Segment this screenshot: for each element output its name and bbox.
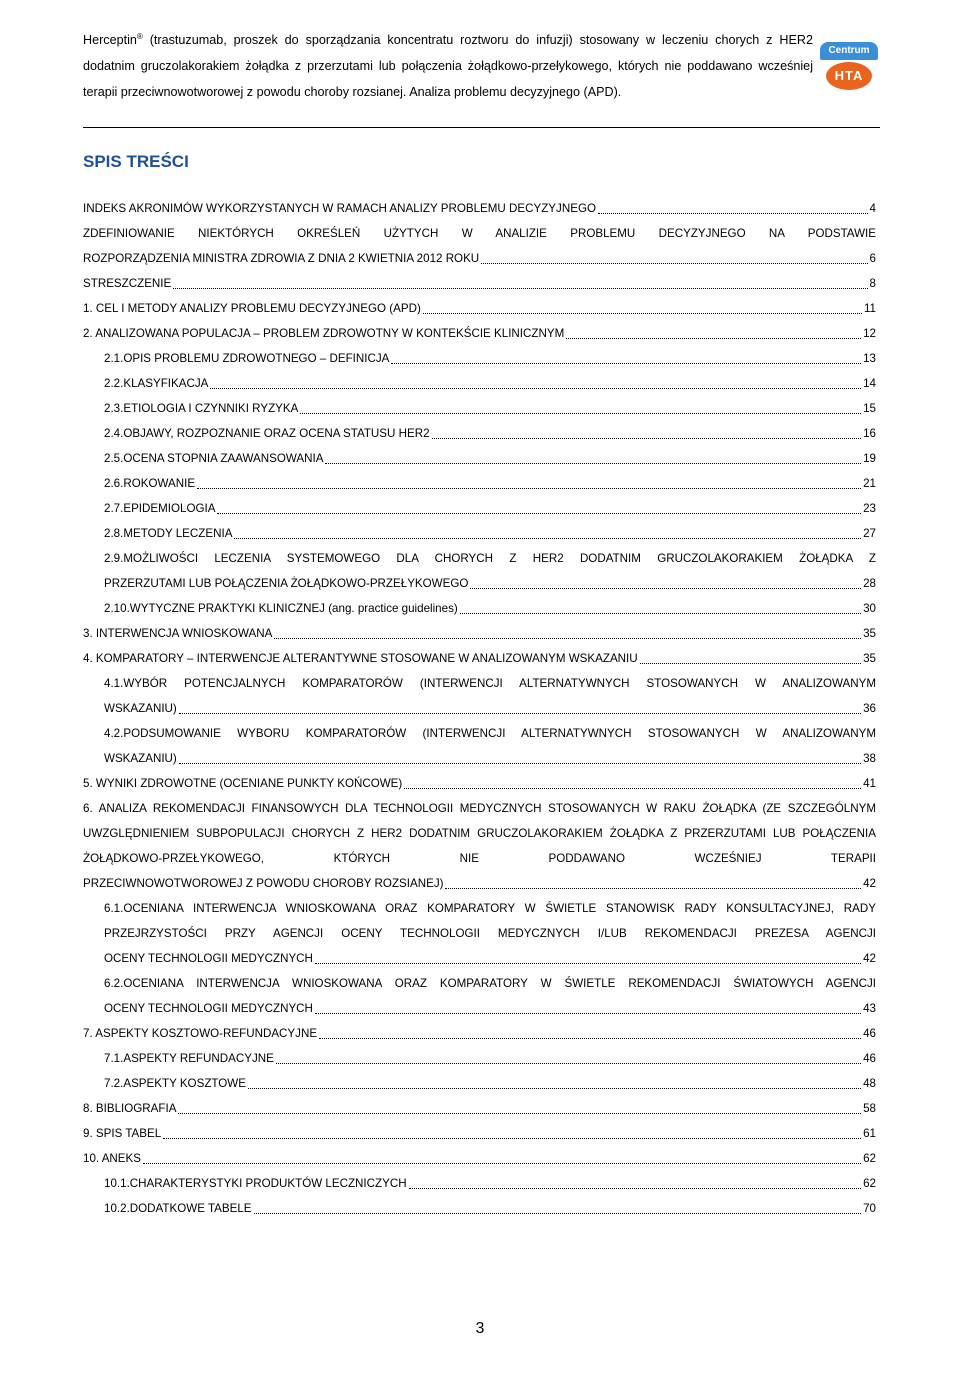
dot-leader [481,261,867,264]
toc-entry-title-lead: 6.1.OCENIANA INTERWENCJA WNIOSKOWANA ORAZ KOMPARATORY W ŚWIETLE STANOWISK RADY KONSULTACYJNEJ, RADY PRZEJRZYSTOŚCI PRZY AGENCJI OCENY TECHNOLOGII MEDYCZNYCH I/LUB REKOMENDACJI PREZESA AGENCJI [104,902,876,940]
toc-entry-title: 4. KOMPARATORY – INTERWENCJE ALTERANTYWNE STOSOWANE W ANALIZOWANYM WSKAZANIU [83,652,638,665]
toc-entry-page: 23 [863,502,876,515]
toc-entry-title: 2.4.OBJAWY, ROZPOZNANIE ORAZ OCENA STATUSU HER2 [104,427,430,440]
toc-entry-title: 2. ANALIZOWANA POPULACJA – PROBLEM ZDROWOTNY W KONTEKŚCIE KLINICZNYM [83,327,565,340]
toc-entry-title: 2.6.ROKOWANIE [104,477,196,490]
toc-entry-title: 10.2.DODATKOWE TABELE [104,1202,252,1215]
toc-entry[interactable] [83,546,876,596]
toc-entry-title: 2.3.ETIOLOGIA I CZYNNIKI RYZYKA [104,402,299,415]
toc-entry-title: 10.1.CHARAKTERYSTYKI PRODUKTÓW LECZNICZYCH [104,1177,407,1190]
toc-entry-title-lead: 4.2.PODSUMOWANIE WYBORU KOMPARATORÓW (INTERWENCJI ALTERNATYWNYCH STOSOWANYCH W ANALIZOWANYM [104,727,876,740]
header-text: (trastuzumab, proszek do sporządzania koncentratu roztworu do infuzji) stosowany w leczeniu chorych z HER2 dodatnim gruczolakorakiem żołądka z przerzutami lub połączenia żołądkowo-przełykowego, których nie poddawano wcześniej terapii przeciwnowotworowej z powodu choroby rozsianej. Analiza problemu decyzyjnego (APD). [83,33,813,100]
toc-entry-title: STRESZCZENIE [83,277,172,290]
dot-leader [210,386,861,389]
dot-leader [391,361,861,364]
centrum-hta-logo [820,42,878,92]
toc-entry[interactable] [83,1196,876,1221]
page-number: 3 [475,1320,485,1337]
brand-name: Herceptin [83,33,137,48]
dot-leader [325,461,861,464]
toc-entry-title-lead: ZDEFINIOWANIE NIEKTÓRYCH OKREŚLEŃ UŻYTYCH W ANALIZIE PROBLEMU DECYZYJNEGO NA PODSTAWIE [83,227,876,240]
toc-entry-title: 1. CEL I METODY ANALIZY PROBLEMU DECYZYJNEGO (APD) [83,302,421,315]
toc-entry-title: PRZERZUTAMI LUB POŁĄCZENIA ŻOŁĄDKOWO-PRZEŁYKOWEGO [104,577,469,590]
toc-entry[interactable] [83,346,876,371]
toc-entry-title: PRZECIWNOWOTWOROWEJ Z POWODU CHOROBY ROZSIANEJ) [83,877,444,890]
dot-leader [460,611,861,614]
toc-entry[interactable] [83,221,876,271]
toc-entry[interactable] [83,471,876,496]
toc-entry-page: 46 [863,1027,876,1040]
toc-entry-page: 21 [863,477,876,490]
toc-entry[interactable] [83,721,876,771]
toc-entry-page: 6 [869,252,876,265]
toc-entry-page: 58 [863,1102,876,1115]
toc-entry-page: 35 [863,627,876,640]
toc-entry-title: 3. INTERWENCJA WNIOSKOWANA [83,627,273,640]
dot-leader [315,1011,861,1014]
toc-entry-title: OCENY TECHNOLOGII MEDYCZNYCH [104,952,313,965]
toc-entry-page: 48 [863,1077,876,1090]
toc-entry-title: 2.1.OPIS PROBLEMU ZDROWOTNEGO – DEFINICJA [104,352,390,365]
toc-entry[interactable] [83,196,876,221]
toc-entry[interactable] [83,671,876,721]
logo-bottom-text: HTA [834,68,864,83]
toc-entry-page: 70 [863,1202,876,1215]
toc-entry-title: ROZPORZĄDZENIA MINISTRA ZDROWIA Z DNIA 2 KWIETNIA 2012 ROKU [83,252,480,265]
dot-leader [404,786,861,789]
toc-entry-page: 16 [863,427,876,440]
toc-entry-page: 42 [863,877,876,890]
dot-leader [598,211,868,214]
toc-entry-page: 27 [863,527,876,540]
toc-entry[interactable] [83,1121,876,1146]
toc-entry[interactable] [83,896,876,971]
toc-entry[interactable] [83,396,876,421]
toc-entry-page: 42 [863,952,876,965]
toc-entry[interactable] [83,796,876,896]
dot-leader [470,586,861,589]
toc-entry[interactable] [83,421,876,446]
toc-entry-title: 7.1.ASPEKTY REFUNDACYJNE [104,1052,274,1065]
toc-entry-page: 11 [863,302,876,315]
toc-entry[interactable] [83,596,876,621]
dot-leader [445,886,861,889]
toc-entry-title: WSKAZANIU) [104,702,177,715]
dot-leader [276,1061,861,1064]
toc-entry-title: 2.7.EPIDEMIOLOGIA [104,502,216,515]
registered-mark: ® [136,32,143,41]
toc-entry[interactable] [83,621,876,646]
toc-entry[interactable] [83,771,876,796]
running-header [83,24,813,105]
toc-entry-page: 12 [863,327,876,340]
toc-entry[interactable] [83,971,876,1021]
toc-entry-page: 8 [869,277,876,290]
dot-leader [319,1036,861,1039]
dot-leader [432,436,862,439]
toc-entry[interactable] [83,1021,876,1046]
toc-entry[interactable] [83,296,876,321]
dot-leader [423,311,862,314]
toc-entry-title-lead: 6.2.OCENIANA INTERWENCJA WNIOSKOWANA ORAZ KOMPARATORY W ŚWIETLE REKOMENDACJI ŚWIATOWYCH AGENCJI [104,977,876,990]
toc-entry-page: 30 [863,602,876,615]
dot-leader [143,1161,861,1164]
toc-entry[interactable] [83,1096,876,1121]
dot-leader [179,761,861,764]
toc-entry-title: 2.2.KLASYFIKACJA [104,377,209,390]
toc-entry[interactable] [83,1071,876,1096]
page-title: SPIS TREŚCI [83,152,189,171]
dot-leader [178,1111,861,1114]
toc-entry-title: 2.5.OCENA STOPNIA ZAAWANSOWANIA [104,452,324,465]
dot-leader [274,636,861,639]
dot-leader [163,1136,861,1139]
dot-leader [566,336,861,339]
toc-entry-title: OCENY TECHNOLOGII MEDYCZNYCH [104,1002,313,1015]
toc-entry-page: 19 [863,452,876,465]
logo-top-text: Centrum [828,45,870,56]
toc-entry-title-lead: 2.9.MOŻLIWOŚCI LECZENIA SYSTEMOWEGO DLA CHORYCH Z HER2 DODATNIM GRUCZOLAKORAKIEM ŻOŁĄDKA Z [104,552,876,565]
header-rule [83,127,880,128]
toc-entry-title: 7.2.ASPEKTY KOSZTOWE [104,1077,246,1090]
toc-entry-title: 7. ASPEKTY KOSZTOWO-REFUNDACYJNE [83,1027,318,1040]
dot-leader [217,511,861,514]
dot-leader [254,1211,862,1214]
toc-entry-page: 41 [863,777,876,790]
toc-entry-page: 62 [863,1177,876,1190]
dot-leader [640,661,861,664]
toc-entry-page: 38 [863,752,876,765]
dot-leader [234,536,861,539]
toc-entry-page: 4 [869,202,876,215]
dot-leader [248,1086,861,1089]
toc-entry[interactable] [83,371,876,396]
toc-entry[interactable] [83,521,876,546]
toc-entry-title: 9. SPIS TABEL [83,1127,162,1140]
toc-entry-page: 62 [863,1152,876,1165]
toc-entry-page: 43 [863,1002,876,1015]
toc-entry-page: 13 [863,352,876,365]
dot-leader [315,961,861,964]
dot-leader [300,411,861,414]
toc-entry-page: 35 [863,652,876,665]
dot-leader [179,711,861,714]
toc-entry[interactable] [83,1146,876,1171]
toc-entry-page: 36 [863,702,876,715]
toc-entry-page: 14 [863,377,876,390]
toc-entry-title-lead: 6. ANALIZA REKOMENDACJI FINANSOWYCH DLA TECHNOLOGII MEDYCZNYCH STOSOWANYCH W RAKU ŻOŁĄDKA (ZE SZCZEGÓLNYM UWZGLĘDNIENIEM SUBPOPULACJI CHORYCH Z HER2 DODATNIM GRUCZOLAKORAKIEM ŻOŁĄDKA Z PRZERZUTAMI LUB POŁĄCZENIA ŻOŁĄDKOWO-PRZEŁYKOWEGO, KTÓRYCH NIE PODDAWANO WCZEŚNIEJ TERAPII [83,802,876,865]
toc-entry[interactable] [83,321,876,346]
toc-entry-title: WSKAZANIU) [104,752,177,765]
toc-entry-page: 15 [863,402,876,415]
dot-leader [409,1186,862,1189]
dot-leader [173,286,867,289]
toc-entry-title: 5. WYNIKI ZDROWOTNE (OCENIANE PUNKTY KOŃCOWE) [83,777,403,790]
toc-entry[interactable] [83,446,876,471]
toc-entry-page: 28 [863,577,876,590]
toc-entry[interactable] [83,271,876,296]
toc-entry-page: 61 [863,1127,876,1140]
toc-entry-title: 8. BIBLIOGRAFIA [83,1102,177,1115]
toc-entry-title: INDEKS AKRONIMÓW WYKORZYSTANYCH W RAMACH ANALIZY PROBLEMU DECYZYJNEGO [83,202,596,215]
table-of-contents [83,196,876,1221]
toc-entry-title: 10. ANEKS [83,1152,142,1165]
toc-entry-page: 46 [863,1052,876,1065]
toc-entry-title: 2.10.WYTYCZNE PRAKTYKI KLINICZNEJ (ang. practice guidelines) [104,602,458,615]
toc-entry[interactable] [83,1046,876,1071]
toc-entry[interactable] [83,1171,876,1196]
toc-entry-title-lead: 4.1.WYBÓR POTENCJALNYCH KOMPARATORÓW (INTERWENCJI ALTERNATYWNYCH STOSOWANYCH W ANALIZOWANYM [104,677,876,690]
toc-entry[interactable] [83,646,876,671]
toc-entry[interactable] [83,496,876,521]
dot-leader [197,486,861,489]
toc-entry-title: 2.8.METODY LECZENIA [104,527,233,540]
